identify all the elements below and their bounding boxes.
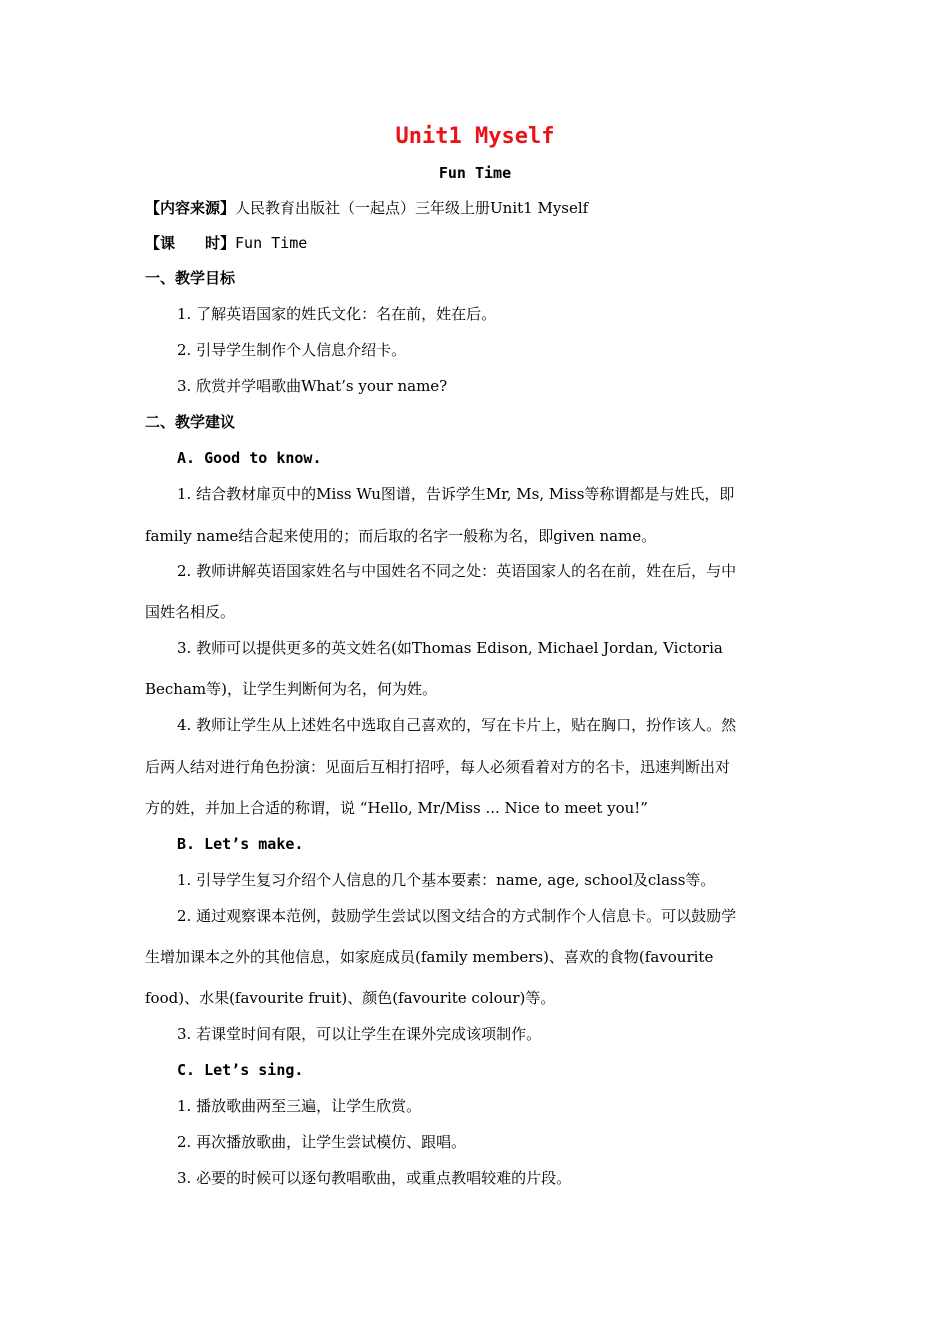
goal-item: 1. 了解英语国家的姓氏文化：名在前，姓在后。 [177, 305, 497, 323]
period-label: 【课 时】 [145, 234, 236, 252]
section1-heading: 一、教学目标 [145, 269, 236, 287]
paragraph-line: 方的姓，并加上合适的称谓，说 “Hello, Mr/Miss ... Nice to meet you!” [145, 799, 648, 817]
partB-heading: B. Let’s make. [177, 835, 304, 853]
goal-item: 2. 引导学生制作个人信息介绍卡。 [177, 341, 407, 359]
paragraph-line: 2. 通过观察课本范例，鼓励学生尝试以图文结合的方式制作个人信息卡。可以鼓励学 [177, 907, 737, 925]
page-subtitle: Fun Time [438, 164, 512, 182]
partA-heading: A. Good to know. [177, 449, 322, 467]
paragraph-line: 1. 引导学生复习介绍个人信息的几个基本要素：name, age, school及class等。 [177, 871, 716, 889]
paragraph-line: 后两人结对进行角色扮演：见面后互相打招呼，每人必须看着对方的名卡，迅速判断出对 [145, 758, 731, 776]
goal-item: 3. 欣赏并学唱歌曲What’s your name? [177, 377, 448, 395]
paragraph-line: Becham等)，让学生判断何为名，何为姓。 [145, 680, 437, 698]
period-line [145, 233, 307, 253]
paragraph-line: 3. 若课堂时间有限，可以让学生在课外完成该项制作。 [177, 1025, 542, 1043]
paragraph-line: 4. 教师让学生从上述姓名中选取自己喜欢的，写在卡片上，贴在胸口，扮作该人。然 [177, 716, 737, 734]
section2-heading: 二、教学建议 [145, 413, 236, 431]
source-label: 【内容来源】 [145, 199, 236, 217]
paragraph-line: family name结合起来使用的；而后取的名字一般称为名，即given name。 [145, 527, 657, 545]
partC-heading: C. Let’s sing. [177, 1061, 304, 1079]
paragraph-line: 2. 教师讲解英语国家姓名与中国姓名不同之处：英语国家人的名在前，姓在后，与中 [177, 562, 737, 580]
period-text: Fun Time [235, 234, 308, 252]
paragraph-line: 1. 结合教材扉页中的Miss Wu图谱，告诉学生Mr, Ms, Miss等称谓都是与姓氏，即 [177, 485, 735, 503]
page-title: Unit1 Myself [395, 124, 555, 149]
source-text: 人民教育出版社（一起点）三年级上册Unit1 Myself [235, 199, 589, 217]
paragraph-line: 2. 再次播放歌曲，让学生尝试模仿、跟唱。 [177, 1133, 467, 1151]
paragraph-line: 3. 必要的时候可以逐句教唱歌曲，或重点教唱较难的片段。 [177, 1169, 572, 1187]
paragraph-line: 3. 教师可以提供更多的英文姓名(如Thomas Edison, Michael Jordan, Victoria [177, 639, 723, 657]
paragraph-line: 国姓名相反。 [145, 603, 236, 621]
source-line [145, 198, 588, 218]
paragraph-line: food)、水果(favourite fruit)、颜色(favourite colour)等。 [145, 989, 556, 1007]
paragraph-line: 1. 播放歌曲两至三遍，让学生欣赏。 [177, 1097, 422, 1115]
paragraph-line: 生增加课本之外的其他信息，如家庭成员(family members)、喜欢的食物(favourite [145, 948, 714, 966]
